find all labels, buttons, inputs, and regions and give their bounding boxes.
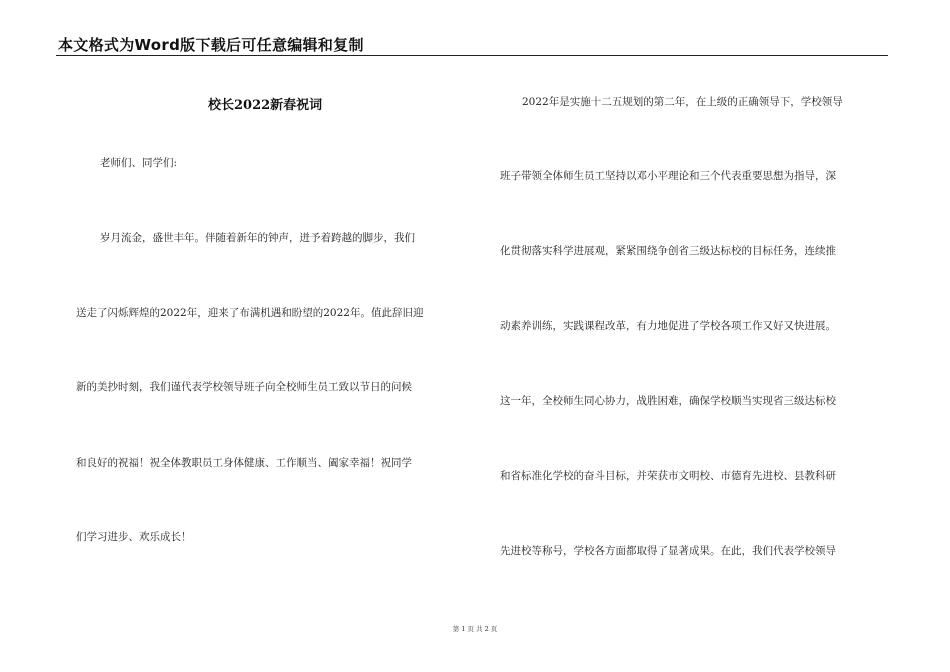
body-line: 2022年是实施十二五规划的第二年，在上级的正确领导下，学校领导: [522, 96, 843, 108]
body-line: 送走了闪烁辉煌的2022年，迎来了布满机遇和盼望的2022年。值此辞旧迎: [76, 307, 424, 319]
body-line: 和省标准化学校的奋斗目标，并荣获市文明校、市德育先进校、县教科研: [500, 470, 836, 482]
document-title: 校长2022新春祝词: [208, 98, 323, 113]
body-line: 和良好的祝福！祝全体教职员工身体健康、工作顺当、阖家幸福！祝同学: [76, 457, 412, 469]
body-line: 新的美抄时刻，我们谨代表学校领导班子向全校师生员工致以节日的问候: [76, 381, 412, 393]
page-footer: 第 1 页 共 2 页: [452, 625, 498, 633]
body-line: 这一年，全校师生同心协力，战胜困难，确保学校顺当实现省三级达标校: [500, 395, 836, 407]
body-line: 们学习进步、欢乐成长！: [76, 531, 192, 543]
body-line: 岁月流金，盛世丰年。伴随着新年的钟声，迸予着跨越的脚步，我们: [100, 232, 415, 244]
header-banner: 本文格式为Word版下载后可任意编辑和复制: [58, 36, 364, 54]
body-line: 班子带领全体师生员工坚持以邓小平理论和三个代表重要思想为指导，深: [500, 170, 836, 182]
body-line: 化贯彻落实科学进展观，紧紧围绕争创省三级达标校的目标任务，连续推: [500, 245, 836, 257]
salutation-line: 老师们、同学们:: [100, 157, 178, 169]
header-divider: [56, 55, 888, 56]
body-line: 动素养训练，实践课程改革，有力地促进了学校各项工作又好又快进展。: [500, 320, 836, 332]
body-line: 先进校等称号，学校各方面都取得了显著成果。在此，我们代表学校领导: [500, 545, 836, 557]
